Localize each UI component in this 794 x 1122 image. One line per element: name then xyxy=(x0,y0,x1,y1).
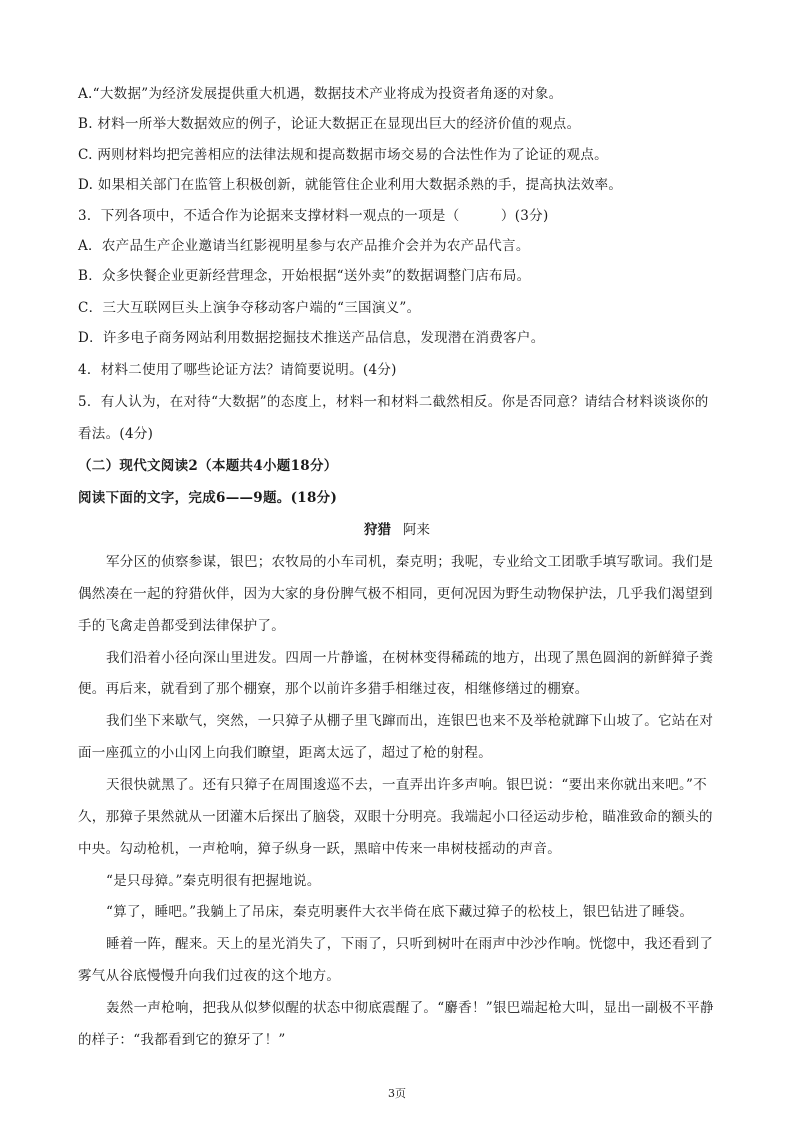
option-2b: B. 材料一所举大数据效应的例子，论证大数据正在显现出巨大的经济价值的观点。 xyxy=(78,116,581,132)
passage-line: “算了，睡吧。”我躺上了吊床，秦克明裹件大衣半倚在底下藏过獐子的松枝上，银巴钻进了睡袋。 xyxy=(106,904,694,920)
option-2d: D. 如果相关部门在监管上积极创新，就能管住企业利用大数据杀熟的手，提高执法效率。 xyxy=(78,177,623,193)
passage-line: 面一座孤立的小山冈上向我们瞭望，距离太远了，超过了枪的射程。 xyxy=(78,745,492,761)
passage-line: 偶然凑在一起的狩猎伙伴，因为大家的身份脾气极不相同，更何况因为野生动物保护法，几乎我们渴望到 xyxy=(78,586,713,602)
option-2c: C. 两则材料均把完善相应的法律法规和提高数据市场交易的合法性作为了论证的观点。 xyxy=(78,147,608,163)
question-5-line1: 5．有人认为，在对待“大数据”的态度上，材料一和材料二截然相反。你是否同意？请结合材料谈谈你的 xyxy=(78,394,709,410)
option-3b: B．众多快餐企业更新经营理念，开始根据“送外卖”的数据调整门店布局。 xyxy=(78,268,531,284)
passage-line: 手的飞禽走兽都受到法律保护了。 xyxy=(78,618,285,634)
option-3a: A．农产品生产企业邀请当红影视明星参与农产品推介会并为农产品代言。 xyxy=(78,238,530,254)
section-instruction: 阅读下面的文字，完成6——9题。(18分) xyxy=(78,490,338,506)
option-2a: A.“大数据”为经济发展提供重大机遇，数据技术产业将成为投资者角逐的对象。 xyxy=(78,86,563,102)
passage-line: 的样子：“我都看到它的獠牙了！” xyxy=(78,1032,286,1048)
question-5-line2: 看法。(4分) xyxy=(78,426,154,442)
passage-line: 我们坐下来歇气，突然，一只獐子从棚子里飞蹿而出，连银巴也来不及举枪就蹿下山坡了。它站在对 xyxy=(106,713,714,729)
passage-line: “是只母獐。”秦克明很有把握地说。 xyxy=(106,873,321,889)
passage-line: 便。再后来，就看到了那个棚寮，那个以前许多猎手相继过夜，相继修缮过的棚寮。 xyxy=(78,681,589,697)
passage-line: 军分区的侦察参谋，银巴；农牧局的小车司机，秦克明；我呢，专业给文工团歌手填写歌词。我们是 xyxy=(106,554,714,570)
story-title: 狩猎 xyxy=(364,522,391,538)
passage-line: 天很快就黑了。还有只獐子在周围逡巡不去，一直弄出许多声响。银巴说：“要出来你就出来吧。”不 xyxy=(106,777,708,793)
question-4: 4．材料二使用了哪些论证方法？请简要说明。(4分) xyxy=(78,362,397,378)
option-3d: D．许多电子商务网站利用数据挖掘技术推送产品信息，发现潜在消费客户。 xyxy=(78,330,545,346)
section-heading: （二）现代文阅读2（本题共4小题18分） xyxy=(78,458,338,474)
option-3c: C．三大互联网巨头上演争夺移动客户端的“三国演义”。 xyxy=(78,300,421,316)
story-author: 阿来 xyxy=(403,522,430,538)
passage-line: 睡着一阵，醒来。天上的星光消失了，下雨了，只听到树叶在雨声中沙沙作响。恍惚中，我还看到了 xyxy=(106,936,714,952)
passage-line: 我们沿着小径向深山里进发。四周一片静谧，在树林变得稀疏的地方，出现了黑色圆润的新鲜獐子粪 xyxy=(106,650,714,666)
story-title-row xyxy=(0,520,794,540)
page-number: 3页 xyxy=(388,1087,406,1100)
passage-line: 轰然一声枪响，把我从似梦似醒的状态中彻底震醒了。“麝香！”银巴端起枪大叫，显出一副极不平静 xyxy=(106,1000,714,1016)
passage-line: 久，那獐子果然就从一团灌木后探出了脑袋，双眼十分明亮。我端起小口径运动步枪，瞄准致命的额头的 xyxy=(78,809,713,825)
passage-line: 雾气从谷底慢慢升向我们过夜的这个地方。 xyxy=(78,968,341,984)
passage-line: 中央。勾动枪机，一声枪响，獐子纵身一跃，黑暗中传来一串树枝摇动的声音。 xyxy=(78,841,561,857)
question-3: 3．下列各项中，不适合作为论据来支撑材料一观点的一项是（ ）(3分) xyxy=(78,208,549,224)
